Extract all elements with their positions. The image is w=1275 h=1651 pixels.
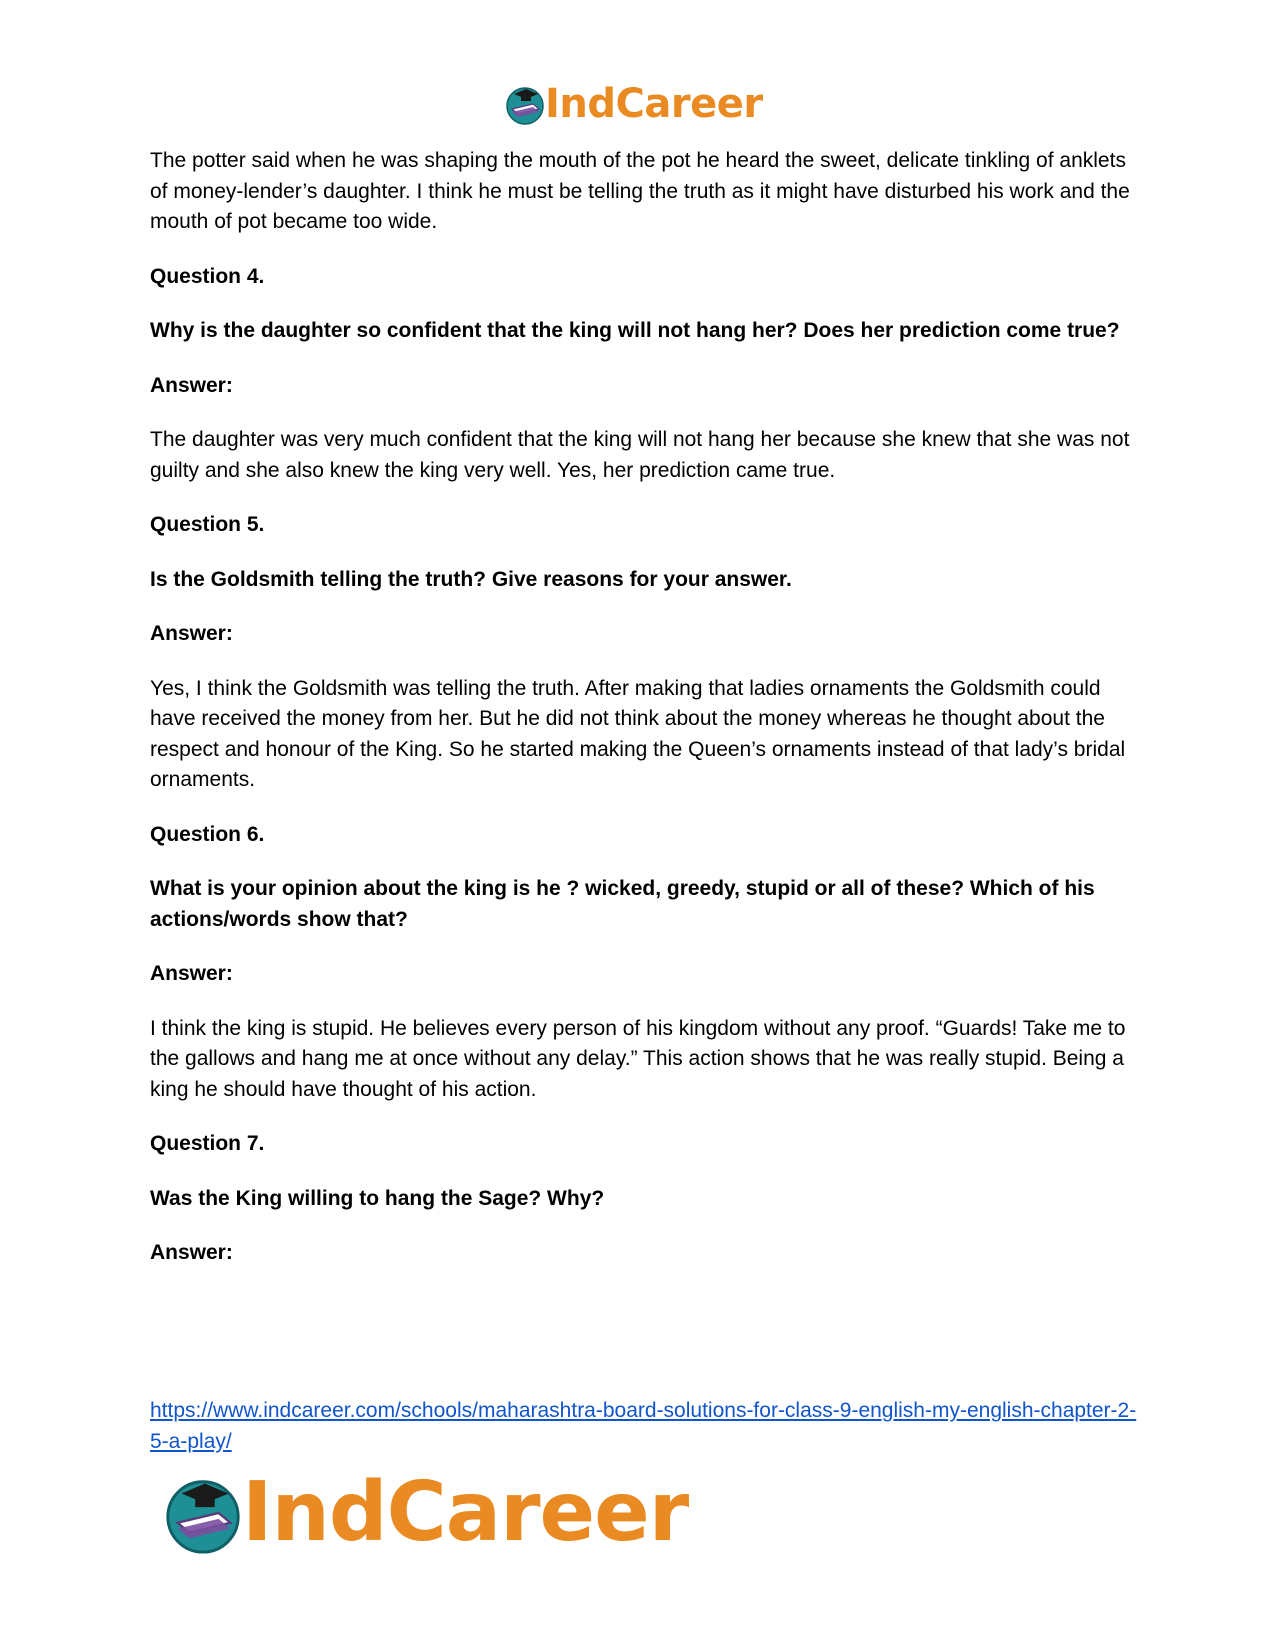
answer-label: Answer: [150, 962, 233, 985]
logo-text: IndCareer [242, 1465, 689, 1560]
answer-label: Answer: [150, 622, 233, 645]
answer-paragraph: The potter said when he was shaping the mouth of the pot he heard the sweet, delicate tinkling of anklets of money-lender’s daughter. I think he must be telling the truth as it might have disturbed his work and the mouth of pot became too wide. [150, 149, 1130, 233]
document-body [150, 146, 1130, 1293]
answer-label: Answer: [150, 1241, 233, 1264]
globe-book-icon [160, 1470, 246, 1556]
question-number: Question 6. [150, 822, 265, 846]
question-text: What is your opinion about the king is he ? wicked, greedy, stupid or all of these? Which of his actions/words show that? [150, 877, 1095, 931]
question-text: Is the Goldsmith telling the truth? Give reasons for your answer. [150, 567, 792, 591]
logo-text: IndCareer [545, 81, 763, 127]
question-number: Question 4. [150, 264, 265, 288]
answer-paragraph: The daughter was very much confident that the king will not hang her because she knew that she was not guilty and she also knew the king very well. Yes, her prediction came true. [150, 428, 1130, 482]
question-text: Why is the daughter so confident that the king will not hang her? Does her prediction come true? [150, 319, 1120, 342]
answer-paragraph: Yes, I think the Goldsmith was telling the truth. After making that ladies ornaments the Goldsmith could have received the money from her. But he did not think about the money whereas he thought about the respect and honour of the King. So he started making the Queen’s ornaments instead of that lady’s bridal ornaments. [150, 676, 1126, 791]
question-number: Question 7. [150, 1132, 265, 1155]
globe-book-icon [503, 82, 547, 126]
answer-label: Answer: [150, 373, 233, 397]
source-link[interactable]: https://www.indcareer.com/schools/maharashtra-board-solutions-for-class-9-english-my-english-chapter-2-5-a-play/ [150, 1399, 1137, 1453]
question-number: Question 5. [150, 513, 265, 536]
question-text: Was the King willing to hang the Sage? Why? [150, 1186, 605, 1210]
answer-paragraph: I think the king is stupid. He believes every person of his kingdom without any proof. “Guards! Take me to the gallows and hang me at once without any delay.” This action shows that he was really stupid. Being a king he should have thought of his action. [150, 1016, 1126, 1101]
header-logo [503, 80, 763, 128]
footer-logo [160, 1465, 689, 1560]
